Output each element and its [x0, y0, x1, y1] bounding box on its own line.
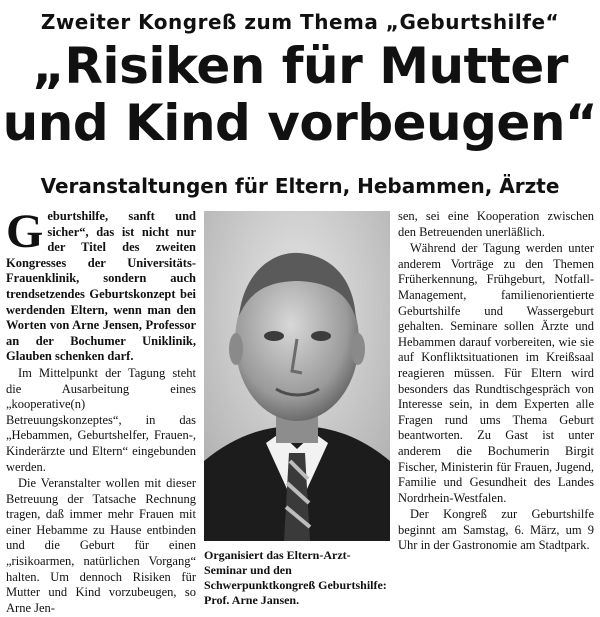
- headline: [0, 38, 600, 152]
- headline-line-1: „Risiken für Mutter: [32, 37, 568, 95]
- lead-text: eburtshilfe, sanft und sicher“, das ist nicht nur der Titel des zweiten Kongresses der Universitäts-Frauenklinik, sondern auch trendsetzendes Geburtskonzept bei werdenden Eltern, wenn man den Worten von Arne Jensen, Professor an der Bochumer Uniklinik, Glauben schenken darf.: [6, 209, 196, 364]
- paragraph-1: Im Mittelpunkt der Tagung steht die Ausarbeitung eines „kooperative(n) Betreuungskonzeptes“, in das „Hebammen, Geburtshelfer, Frauen-, Kinderärzte und Eltern“ eingebunden werden.: [6, 365, 196, 474]
- paragraph-5: Der Kongreß zur Geburtshilfe beginnt am Samstag, 6. März, um 9 Uhr in der Gastronomie am Stadtpark.: [398, 507, 594, 553]
- article-column-right: [398, 209, 594, 555]
- article-column-left: [6, 205, 196, 617]
- lead-paragraph: [6, 205, 196, 365]
- subline: Veranstaltungen für Eltern, Hebammen, Ärzte: [40, 174, 560, 198]
- photo: [204, 211, 390, 541]
- drop-cap: G: [6, 205, 44, 258]
- kicker: Zweiter Kongreß zum Thema „Geburtshilfe“: [40, 10, 560, 34]
- paragraph-4: Während der Tagung werden unter anderem Vorträge zu den Themen Früherkennung, Frühgeburt, Notfall-Management, familienorientierte Geburtshilfe und Wassergeburt gehalten. Seminare sollen Ärzte und Hebammen darauf vorbereiten, wie sie auf Konfliktsituationen im Kreißsaal reagieren müssen. Für Eltern wird besonders das Rundtischgespräch von Interesse sein, in dem Experten alle Fragen rund ums Thema Geburt beantworten. Zu Gast ist unter anderem die Bochumerin Birgit Fischer, Ministerin für Frauen, Jugend, Familie und Gesundheit des Landes Nordrhein-Westfalen.: [398, 241, 594, 505]
- headline-line-2: und Kind vorbeugen“: [2, 94, 598, 152]
- paragraph-3: sen, sei eine Kooperation zwischen den Betreuenden unerläßlich.: [398, 209, 594, 239]
- portrait-photo-illustration: [204, 211, 390, 541]
- photo-caption: Organisiert das Eltern-Arzt-Seminar und den Schwerpunktkongreß Geburtshilfe: Prof. Arne Jansen.: [204, 548, 387, 607]
- paragraph-2: Die Veranstalter wollen mit dieser Betreuung der Tatsache Rechnung tragen, daß immer mehr Frauen mit einer Hebamme zu Hause entbinden und die Geburt für einen „risikoarmen, natürlichen Vorgang“ halten. Um dennoch Risiken für Mutter und Kind vorzubeugen, so Arne Jen-: [6, 476, 196, 615]
